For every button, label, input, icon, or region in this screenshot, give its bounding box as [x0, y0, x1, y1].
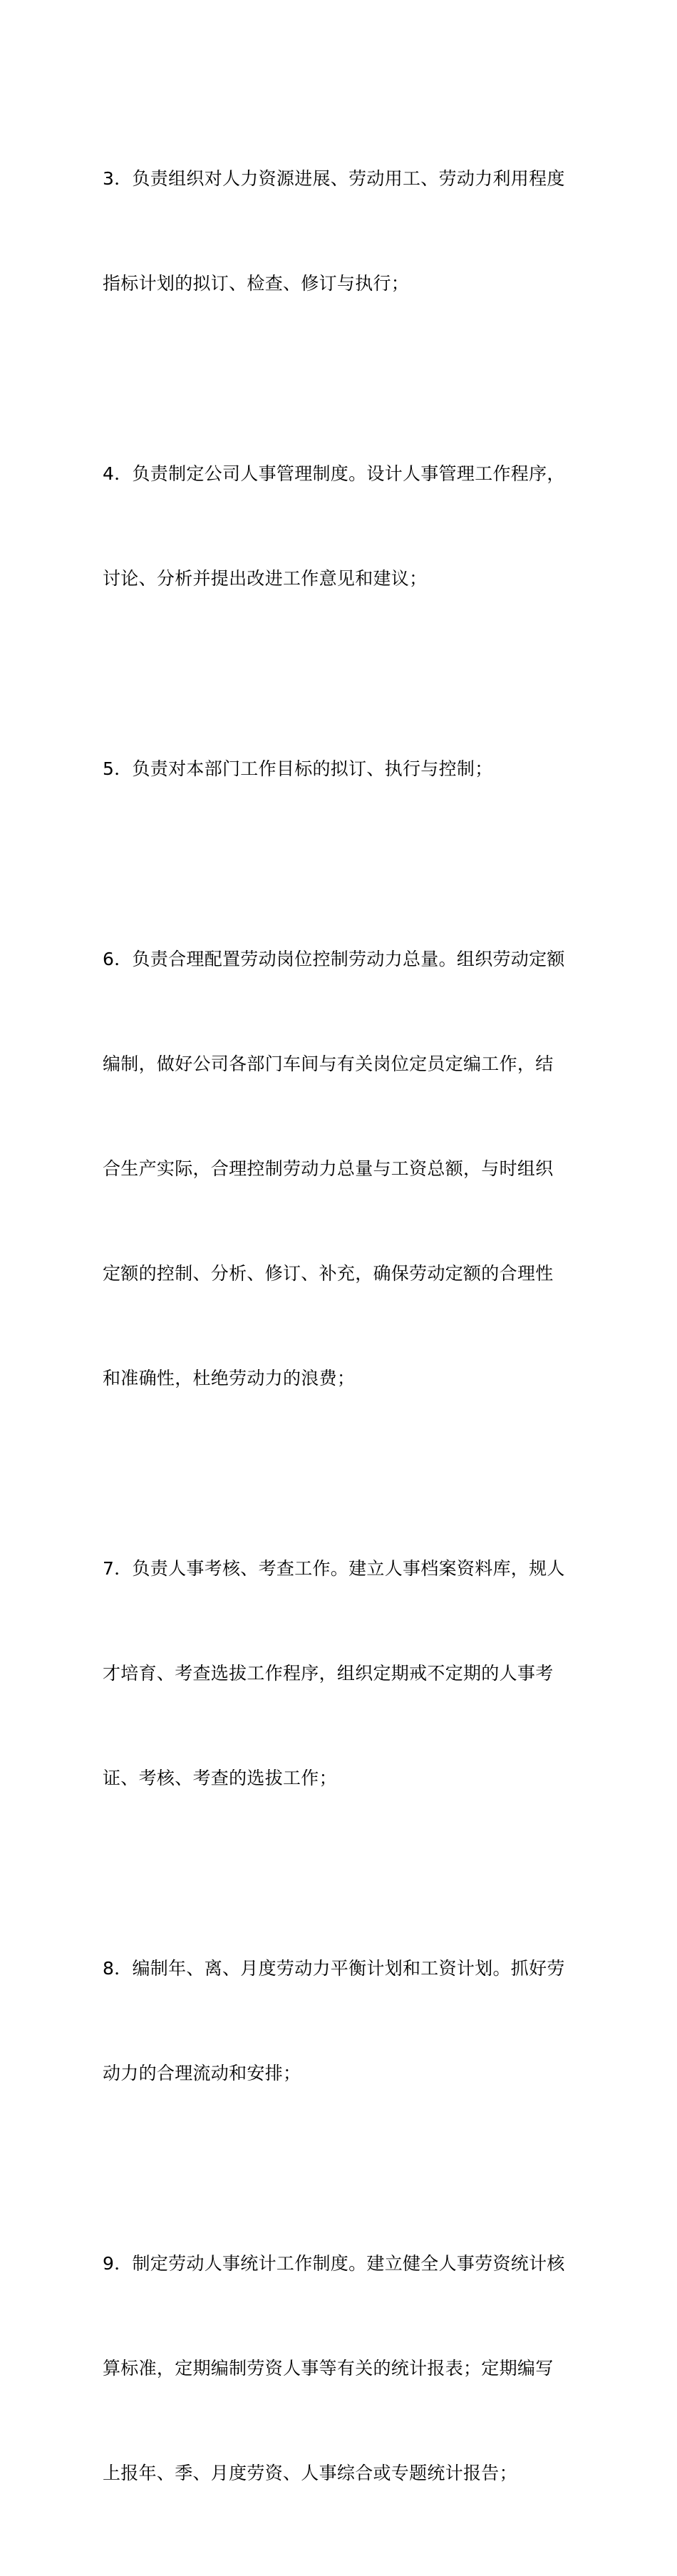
- text-line: 8．编制年、离、月度劳动力平衡计划和工资计划。抓好劳: [103, 1958, 565, 1979]
- text-line: 4．负责制定公司人事管理制度。设计人事管理工作程序，: [103, 463, 565, 484]
- paragraph-item-4: [103, 386, 573, 666]
- text-line: 合生产实际，合理控制劳动力总量与工资总额，与时组织: [103, 1158, 554, 1179]
- text-line: 和准确性，杜绝劳动力的浪费；: [103, 1368, 356, 1389]
- text-line: 6．负责合理配置劳动岗位控制劳动力总量。组织劳动定额: [103, 949, 565, 969]
- text-line: 指标计划的拟订、检查、修订与执行；: [103, 273, 410, 294]
- paragraph-item-5: [103, 681, 573, 856]
- text-line: 9．制定劳动人事统计工作制度。建立健全人事劳资统计核: [103, 2253, 565, 2274]
- paragraph-item-3: [103, 91, 573, 371]
- text-line: 编制，做好公司各部门车间与有关岗位定员定编工作，结: [103, 1053, 554, 1074]
- paragraph-item-6: [103, 872, 573, 1465]
- text-line: 讨论、分析并提出改进工作意见和建议；: [103, 568, 428, 589]
- text-line: 7．负责人事考核、考查工作。建立人事档案资料库，规人: [103, 1558, 565, 1579]
- text-line: 证、考核、考查的选拔工作；: [103, 1768, 337, 1788]
- paragraph-item-9: [103, 2176, 573, 2560]
- text-line: 才培育、考查选拔工作程序，组织定期戒不定期的人事考: [103, 1663, 554, 1684]
- paragraph-item-7: [103, 1481, 573, 1865]
- text-line: 上报年、季、月度劳资、人事综合或专题统计报告；: [103, 2463, 517, 2483]
- text-line: 3．负责组织对人力资源进展、劳动用工、劳动力利用程度: [103, 168, 565, 189]
- text-line: 定额的控制、分析、修订、补充，确保劳动定额的合理性: [103, 1263, 554, 1284]
- text-line: 5．负责对本部门工作目标的拟订、执行与控制；: [103, 758, 493, 779]
- text-line: 动力的合理流动和安排；: [103, 2063, 301, 2083]
- text-line: 算标准，定期编制劳资人事等有关的统计报表；定期编写: [103, 2358, 554, 2379]
- document-body: [103, 91, 573, 2576]
- paragraph-item-8: [103, 1881, 573, 2160]
